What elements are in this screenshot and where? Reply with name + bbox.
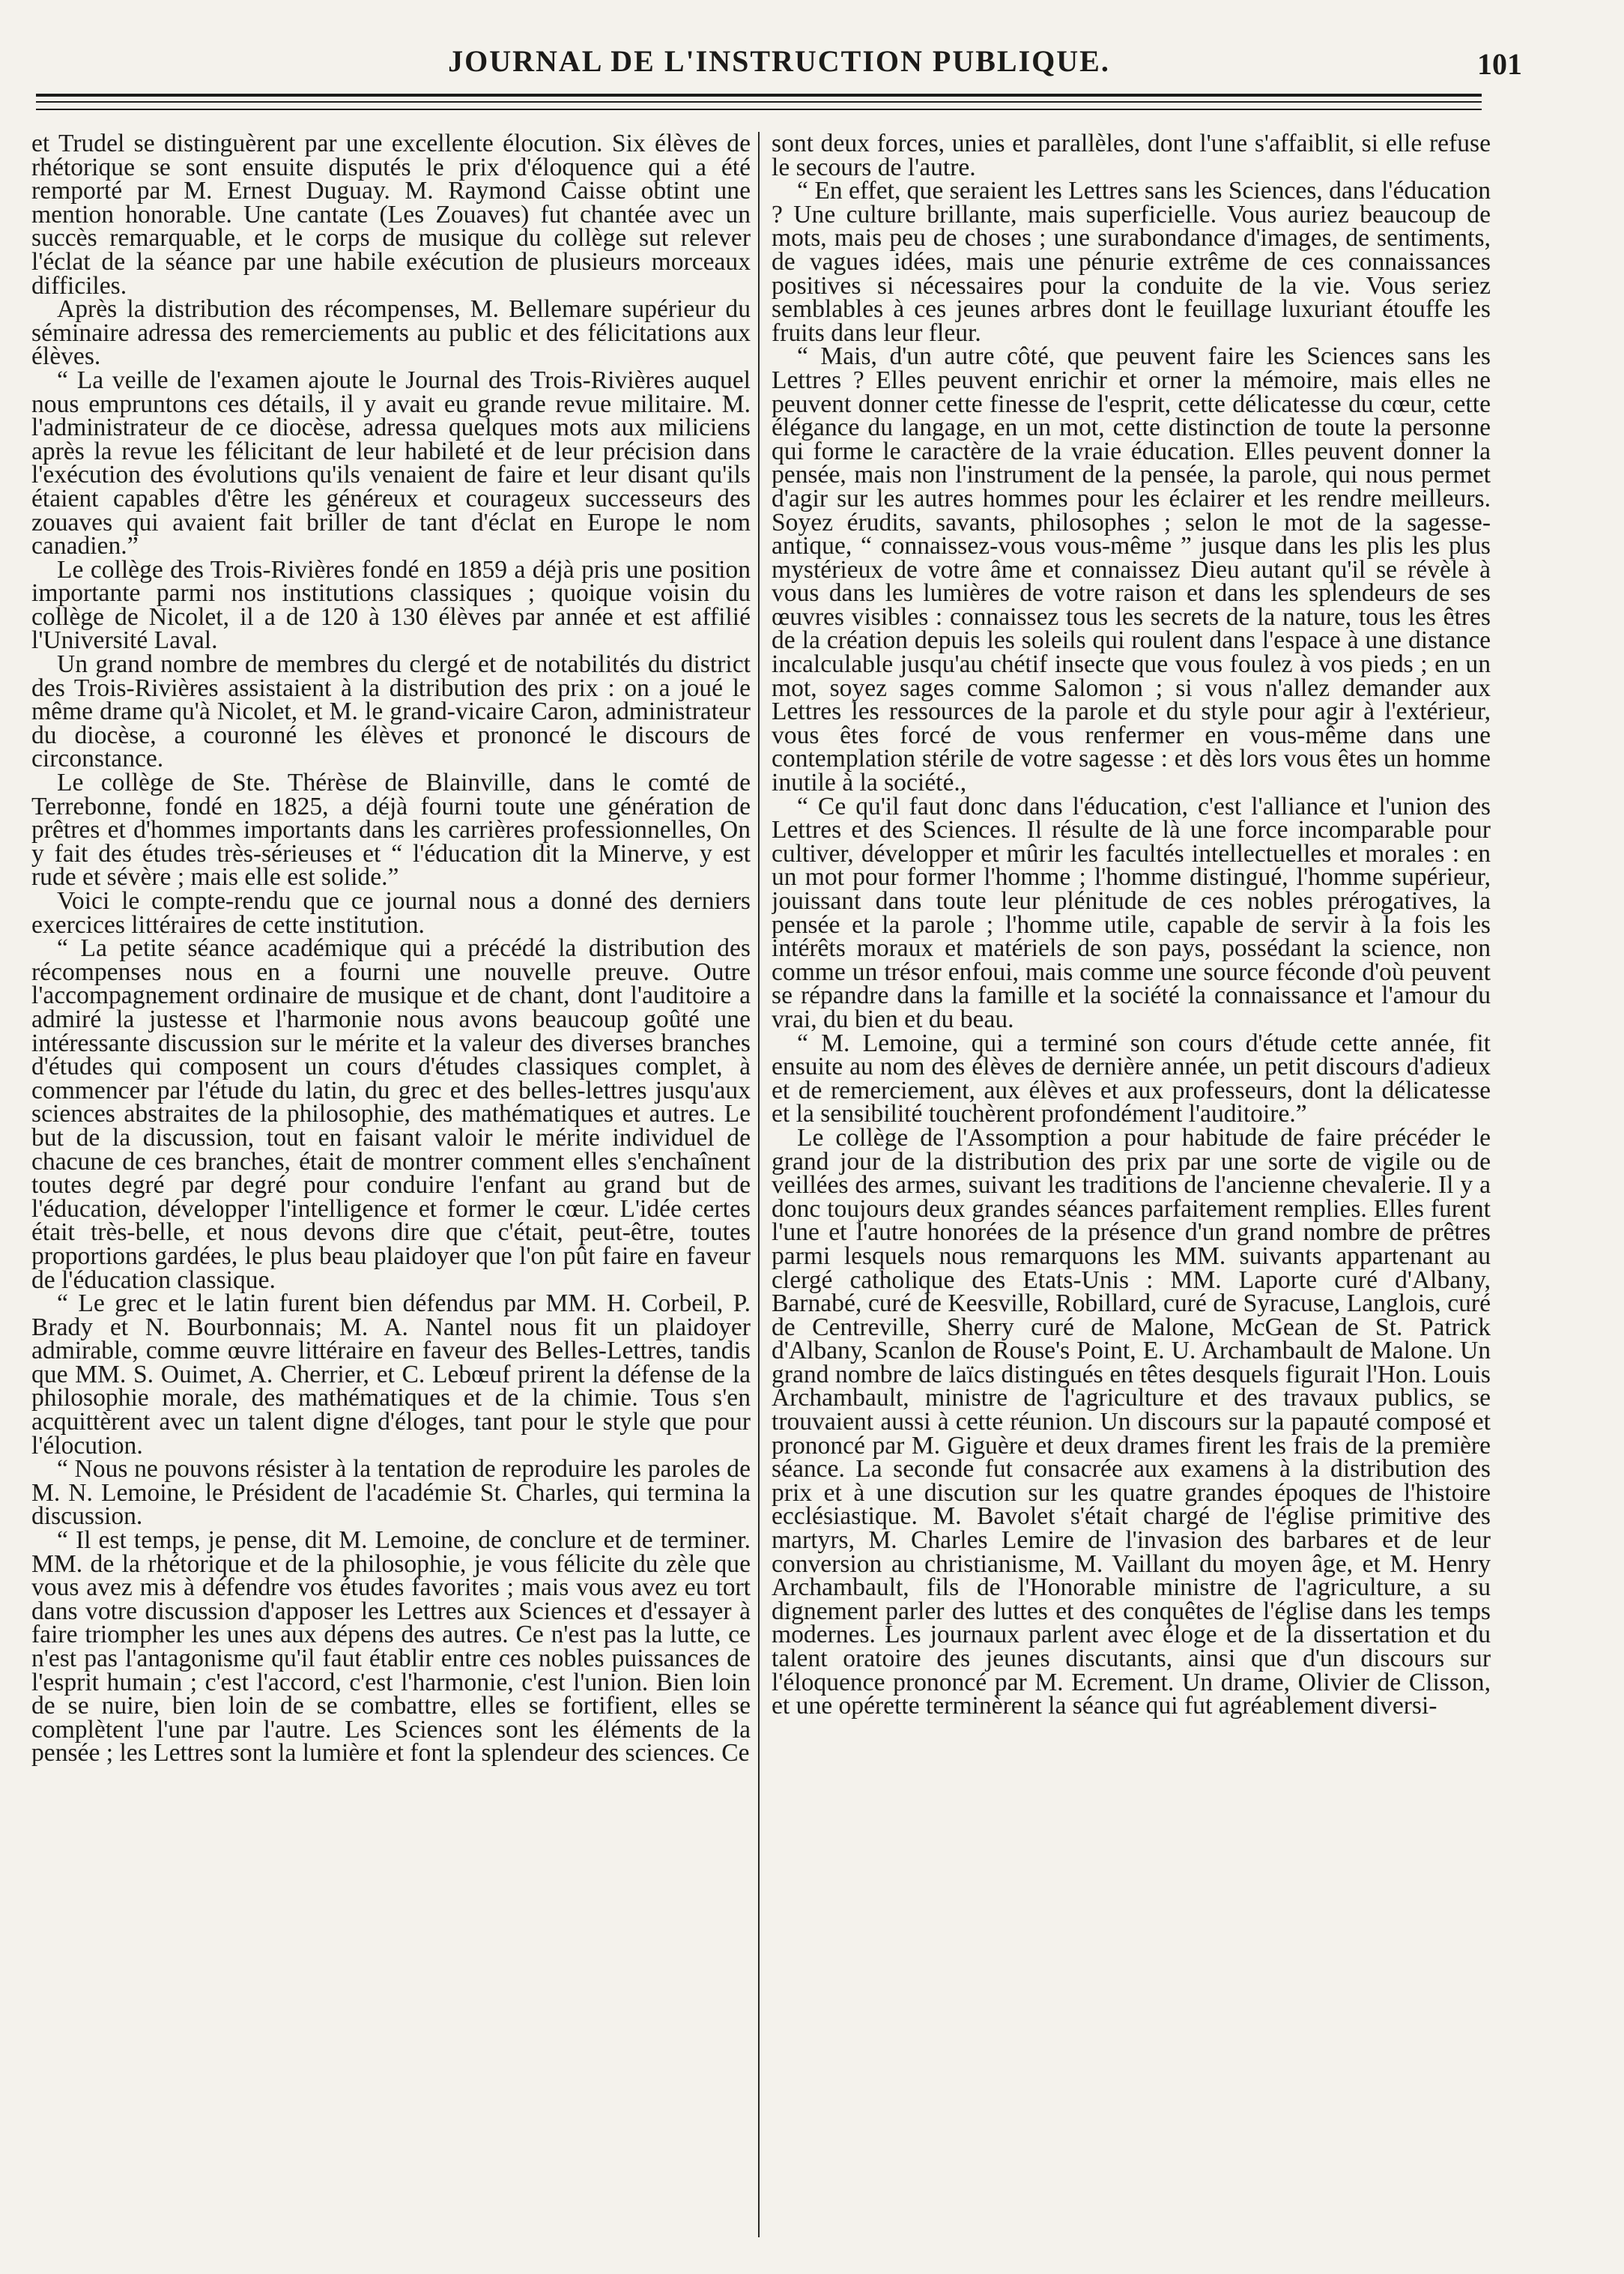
- header-rule-thin-lower: [36, 109, 1482, 110]
- paragraph: “ Mais, d'un autre côté, que peuvent faire les Sciences sans les Lettres ? Elles peuvent enrichir et orner la mémoire, mais elles ne peuvent donner cette finesse de l'esprit, cette délicatesse du cœur, cette élégance du langage, en un mot, cette distinction de toute la personne qui forme le caractère de la vraie éducation. Elles peuvent donner la pensée, mais non l'instrument de la pensée, la parole, qui nous permet d'agir sur les autres hommes pour les éclairer et les rendre meilleurs. Soyez érudits, savants, philosophes ; selon le mot de la sagesse-antique, “ connaissez-vous vous-même ” jusque dans les plis les plus mystérieux de votre âme et connaissez Dieu autant qu'il se révèle à vous dans les lumières de votre raison et dans les splendeurs de ses œuvres visibles : connaissez tous les secrets de la nature, tous les êtres de la création depuis les soleils qui roulent dans l'espace à une distance incalculable jusqu'au chétif insecte que vous foulez à vos pieds ; en un mot, soyez sages comme Salomon ; si vous n'allez demander aux Lettres les ressources de la parole et du style pour agir à l'extérieur, vous êtes forcé de vous renfermer en vous-même dans une contemplation stérile de votre sagesse : et dès lors vous êtes un homme inutile à la société.,: [772, 342, 1491, 797]
- header-rule-thin: [36, 101, 1482, 103]
- paragraph: “ Il est temps, je pense, dit M. Lemoine, de conclure et de terminer. MM. de la rhétorique et de la philosophie, je vous félicite du zèle que vous avez mis à défendre vos études favorites ; mais vous avez eu tort dans votre discussion d'apposer les Lettres aux Sciences et d'essayer à faire triompher les unes aux dépens des autres. Ce n'est pas la lutte, ce n'est pas l'antagonisme qu'il faut établir entre ces nobles puissances de l'esprit humain ; c'est l'accord, c'est l'harmonie, c'est l'union. Bien loin de se nuire, bien loin de se combattre, elles se fortifient, elles se complètent l'une par l'autre. Les Sciences sont les éléments de la pensée ; les Lettres sont la lumière et font la splendeur des sciences. Ce: [31, 1526, 751, 1768]
- paragraph: “ Le grec et le latin furent bien défendus par MM. H. Corbeil, P. Brady et N. Bourbonnais; M. A. Nantel nous fit un plaidoyer admirable, comme œuvre littéraire en faveur des Belles-Lettres, tandis que MM. S. Ouimet, A. Cherrier, et C. Lebœuf prirent la défense de la philosophie morale, des mathématiques et de la chimie. Tous s'en acquittèrent avec un talent digne d'éloges, tant pour le style que pour l'élocution.: [31, 1289, 751, 1460]
- paragraph: “ M. Lemoine, qui a terminé son cours d'étude cette année, fit ensuite au nom des élèves de dernière année, un petit discours d'adieux et de remerciement, aux élèves et aux professeurs, dont la délicatesse et la sensibilité touchèrent profondément l'auditoire.”: [772, 1029, 1491, 1128]
- paragraph: Le collège de l'Assomption a pour habitude de faire précéder le grand jour de la distribution des prix par une sorte de vigile ou de veillées des armes, suivant les traditions de l'ancienne chevalerie. Il y a donc toujours deux grandes séances parfaitement remplies. Elles furent l'une et l'autre honorées de la présence d'un grand nombre de prêtres parmi lesquels nous remarquons les MM. suivants appartenant au clergé catholique des Etats-Unis : MM. Laporte curé d'Albany, Barnabé, curé de Keesville, Robillard, curé de Syracuse, Langlois, curé de Centreville, Sherry curé de Malone, McGean de St. Patrick d'Albany, Scanlon de Rouse's Point, E. U. Archambault de Malone. Un grand nombre de laïcs distingués en têtes desquels figurait l'Hon. Louis Archambault, ministre de l'agriculture et des travaux publics, se trouvaient aussi à cette réunion. Un discours sur la papauté composé et prononcé par M. Giguère et deux drames firent les frais de la première séance. La seconde fut consacrée aux examens à la distribution des prix et à une discution sur les quatre grandes époques de l'histoire ecclésiastique. M. Bavolet s'était chargé de l'église primitive des martyrs, M. Charles Lemire de l'invasion des barbares et de leur conversion au christianisme, M. Vaillant du moyen âge, et M. Henry Archambault, fils de l'Honorable ministre de l'agriculture, a su dignement parler des luttes et des conquêtes de l'église dans les temps modernes. Les journaux parlent avec éloge et de la dissertation et du talent oratoire des jeunes discutants, ainsi que d'un discours sur l'éloquence prononcé par M. Ecrement. Un drame, Olivier de Clisson, et une opérette terminèrent la séance qui fut agréablement diversi-: [772, 1123, 1491, 1720]
- paragraph: “ En effet, que seraient les Lettres sans les Sciences, dans l'éducation ? Une culture brillante, mais superficielle. Vous auriez beaucoup de mots, mais peu de choses ; une surabondance d'images, de sentiments, de vagues idées, mais une pénurie extrême de ces connaissances positives si nécessaires pour la conduite de la vie. Vous seriez semblables à ces jeunes arbres dont le feuillage luxuriant étouffe les fruits dans leur fleur.: [772, 177, 1491, 347]
- paragraph: sont deux forces, unies et parallèles, dont l'une s'affaiblit, si elle refuse le secours de l'autre.: [772, 132, 1491, 181]
- paragraph: Après la distribution des récompenses, M. Bellemare supérieur du séminaire adressa des remerciements au public et des félicitations aux élèves.: [31, 295, 751, 371]
- paragraph: Le collège des Trois-Rivières fondé en 1859 a déjà pris une position importante parmi nos institutions classiques ; quoique voisin du collège de Nicolet, il a de 120 à 130 élèves par année et est affilié l'Université Laval.: [31, 555, 751, 655]
- paragraph: “ Nous ne pouvons résister à la tentation de reproduire les paroles de M. N. Lemoine, le Président de l'académie St. Charles, qui termina la discussion.: [31, 1455, 751, 1531]
- paragraph: “ Ce qu'il faut donc dans l'éducation, c'est l'alliance et l'union des Lettres et des Sciences. Il résulte de là une force incomparable pour cultiver, développer et mûrir les facultés intellectuelles et morales : en un mot pour former l'homme ; l'homme distingué, l'homme supérieur, jouissant dans toute leur plénitude de ces nobles prérogatives, la pensée et la parole ; l'homme utile, capable de servir à la fois les intérêts moraux et matériels de son pays, possédant la science, non comme un trésor enfoui, mais comme une source féconde d'où peuvent se répandre dans la famille et la société la connaissance et l'amour du vrai, du bien et du beau.: [772, 792, 1491, 1033]
- paragraph: “ La petite séance académique qui a précédé la distribution des récompenses nous en a fourni une nouvelle preuve. Outre l'accompagnement ordinaire de musique et de chant, dont l'auditoire a admiré la justesse et l'harmonie nous avons beaucoup goûté une intéressante discussion sur le mérite et la valeur des diverses branches d'études qui composent un cours d'études classiques complet, à commencer par l'étude du latin, du grec et des belles-lettres jusqu'aux sciences abstraites de la philosophie, des mathématiques et autres. Le but de la discussion, tout en faisant valoir le mérite individuel de chacune de ces branches, était de montrer comment elles s'enchaînent toutes degré par degré pour conduire l'enfant au grand but de l'éducation, développer l'intelligence et former le cœur. L'idée certes était très-belle, et nous devons dire que c'était, peut-être, toutes proportions gardées, le plus beau plaidoyer que l'on pût faire en faveur de l'éducation classique.: [31, 934, 751, 1294]
- page-header: [30, 43, 1528, 96]
- paragraph: Voici le compte-rendu que ce journal nous a donné des derniers exercices littéraires de cette institution.: [31, 887, 751, 939]
- paragraph: “ La veille de l'examen ajoute le Journal des Trois-Rivières auquel nous empruntons ces détails, il y avait eu grande revue militaire. M. l'administrateur de ce diocèse, adressa quelques mots aux miliciens après la revue les félicitant de leur habileté et de leur précision dans l'exécution des évolutions qu'ils venaient de faire et leur disant qu'ils étaient capables d'être les généreux et courageux successeurs des zouaves qui avaient fait briller de tant d'éclat en Europe le nom canadien.”: [31, 366, 751, 560]
- paragraph: Un grand nombre de membres du clergé et de notabilités du district des Trois-Rivières assistaient à la distribution des prix : on a joué le même drame qu'à Nicolet, et M. le grand-vicaire Caron, administrateur du diocèse, a couronné les élèves et prononcé le discours de circonstance.: [31, 650, 751, 773]
- header-rule-thick: [36, 94, 1482, 97]
- paragraph: et Trudel se distinguèrent par une excellente élocution. Six élèves de rhétorique se sont ensuite disputés le prix d'éloquence qui a été remporté par M. Ernest Duguay. M. Raymond Caisse obtint une mention honorable. Une cantate (Les Zouaves) fut chantée avec un succès remarquable, et le corps de musique du collège sut relever l'éclat de la séance par une habile exécution de plusieurs morceaux difficiles.: [31, 132, 751, 300]
- right-column: [772, 132, 1491, 2252]
- column-divider: [758, 132, 760, 2237]
- journal-title: JOURNAL DE L'INSTRUCTION PUBLIQUE.: [448, 44, 1110, 78]
- page-number: 101: [1477, 47, 1522, 81]
- left-column: [31, 132, 751, 2252]
- paragraph: Le collège de Ste. Thérèse de Blainville, dans le comté de Terrebonne, fondé en 1825, a déjà fourni toute une génération de prêtres et d'hommes importants dans les carrières professionnelles, On y fait des études très-sérieuses et “ l'éducation dit la Minerve, y est rude et sévère ; mais elle est solide.”: [31, 769, 751, 892]
